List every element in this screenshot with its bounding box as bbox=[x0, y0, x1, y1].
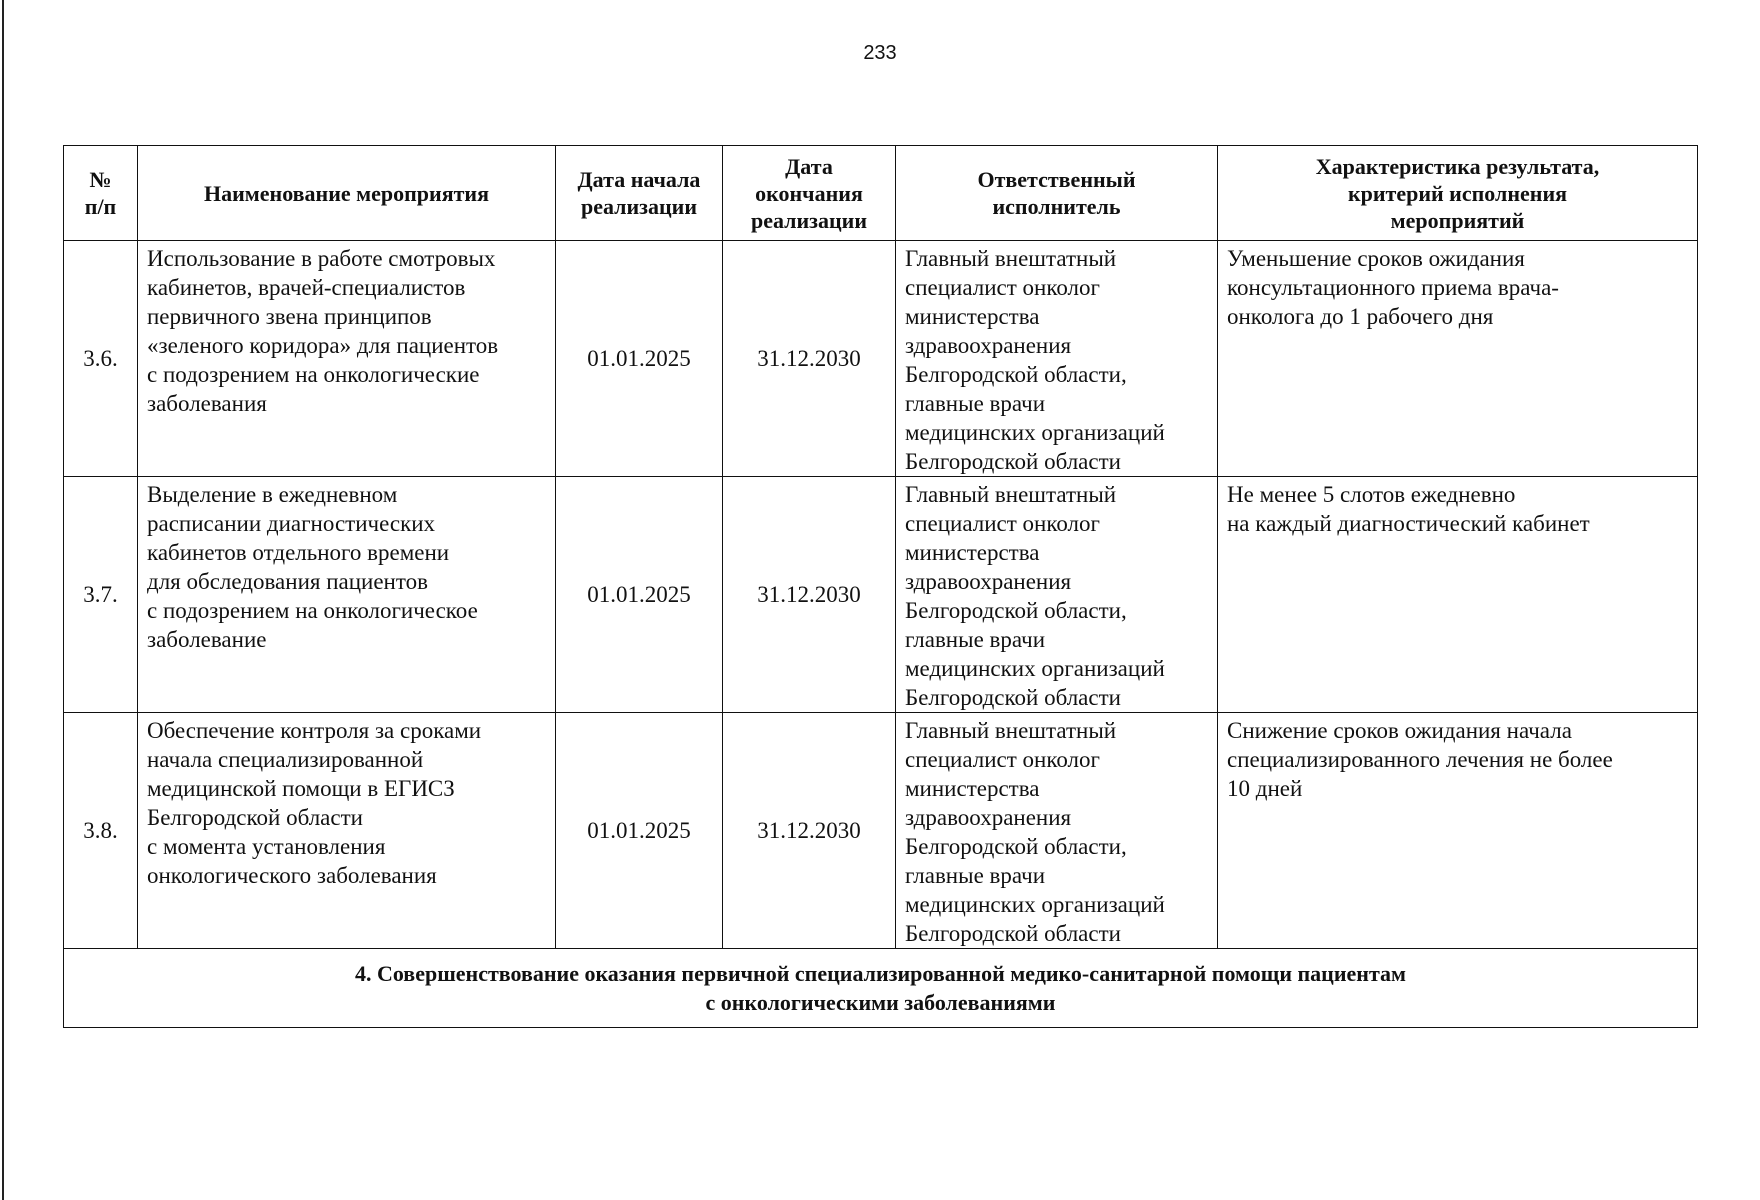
result-criteria: Уменьшение сроков ожидания консультационного приема врача- онколога до 1 рабочего дня bbox=[1218, 241, 1698, 477]
measure-name: Использование в работе смотровых кабинетов, врачей-специалистов первичного звена принципов «зеленого коридора» для пациентов с подозрением на онкологические заболевания bbox=[138, 241, 556, 477]
end-date: 31.12.2030 bbox=[723, 477, 896, 713]
header-responsible: Ответственный исполнитель bbox=[896, 146, 1218, 241]
result-criteria: Снижение сроков ожидания начала специализированного лечения не более 10 дней bbox=[1218, 713, 1698, 949]
end-date: 31.12.2030 bbox=[723, 241, 896, 477]
header-result: Характеристика результата, критерий исполнения мероприятий bbox=[1218, 146, 1698, 241]
row-number: 3.6. bbox=[64, 241, 138, 477]
row-number: 3.8. bbox=[64, 713, 138, 949]
start-date: 01.01.2025 bbox=[556, 713, 723, 949]
header-end-date: Дата окончания реализации bbox=[723, 146, 896, 241]
table-row bbox=[64, 241, 1698, 477]
header-measure-name: Наименование мероприятия bbox=[138, 146, 556, 241]
section-title: 4. Совершенствование оказания первичной специализированной медико-санитарной помощи пациентам с онкологическими заболеваниями bbox=[64, 949, 1698, 1028]
responsible-executor: Главный внештатный специалист онколог министерства здравоохранения Белгородской области, главные врачи медицинских организаций Белгородской области bbox=[896, 713, 1218, 949]
table-row bbox=[64, 713, 1698, 949]
responsible-executor: Главный внештатный специалист онколог министерства здравоохранения Белгородской области, главные врачи медицинских организаций Белгородской области bbox=[896, 241, 1218, 477]
responsible-executor: Главный внештатный специалист онколог министерства здравоохранения Белгородской области, главные врачи медицинских организаций Белгородской области bbox=[896, 477, 1218, 713]
table-header-row bbox=[64, 146, 1698, 241]
start-date: 01.01.2025 bbox=[556, 241, 723, 477]
measure-name: Выделение в ежедневном расписании диагностических кабинетов отдельного времени для обследования пациентов с подозрением на онкологическое заболевание bbox=[138, 477, 556, 713]
table-row bbox=[64, 477, 1698, 713]
start-date: 01.01.2025 bbox=[556, 477, 723, 713]
row-number: 3.7. bbox=[64, 477, 138, 713]
scan-edge-line bbox=[2, 0, 4, 1200]
header-number: № п/п bbox=[64, 146, 138, 241]
section-heading-row bbox=[64, 949, 1698, 1028]
end-date: 31.12.2030 bbox=[723, 713, 896, 949]
measure-name: Обеспечение контроля за сроками начала специализированной медицинской помощи в ЕГИСЗ Белгородской области с момента установления онкологического заболевания bbox=[138, 713, 556, 949]
header-start-date: Дата начала реализации bbox=[556, 146, 723, 241]
page-number: 233 bbox=[863, 42, 897, 64]
result-criteria: Не менее 5 слотов ежедневно на каждый диагностический кабинет bbox=[1218, 477, 1698, 713]
measures-table bbox=[63, 145, 1698, 1028]
